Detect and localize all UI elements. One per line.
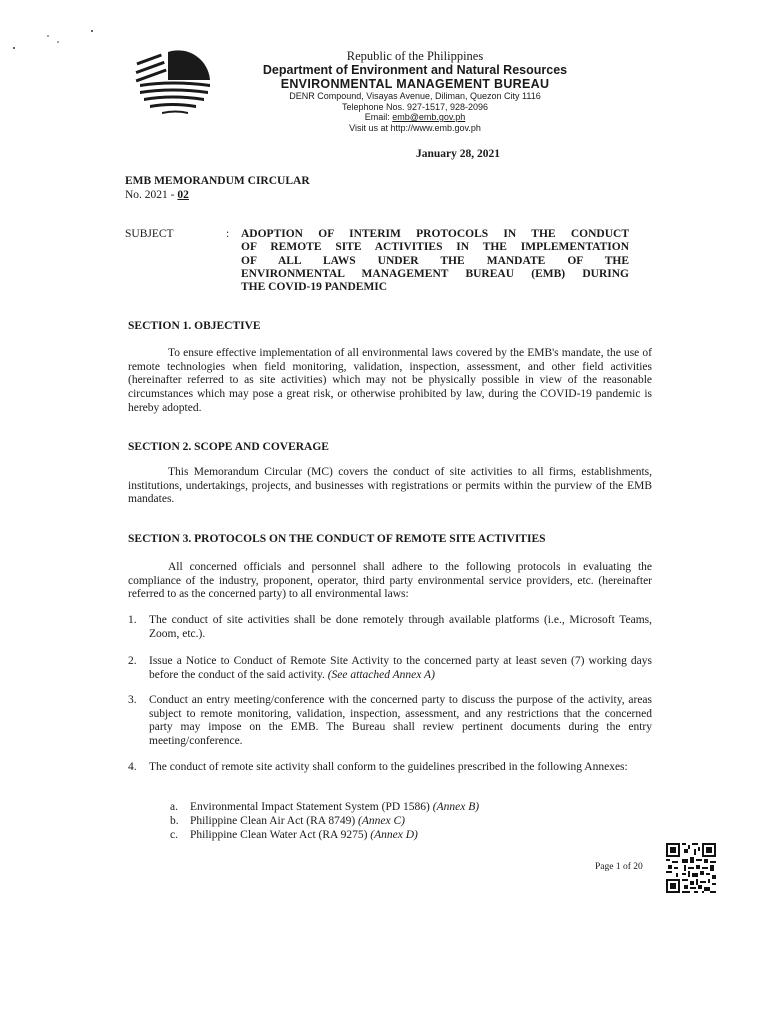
annex-text: Philippine Clean Water Act (RA 9275) <box>190 829 371 841</box>
annex-item <box>170 829 418 843</box>
subject-colon: : <box>226 228 230 240</box>
republic-line: Republic of the Philippines <box>346 49 484 63</box>
subject-line: OF ALL LAWS UNDER THE MANDATE OF THE <box>241 254 629 267</box>
section-2-body <box>128 466 652 507</box>
memo-number-line <box>125 188 310 202</box>
list-item-number: 1. <box>128 614 137 626</box>
page-number: Page 1 of 20 <box>595 862 643 872</box>
annex-text: Philippine Clean Air Act (RA 8749) <box>190 815 359 827</box>
list-item-number: 3. <box>128 694 137 706</box>
section-1-body <box>128 347 652 416</box>
department-line: Department of Environment and Natural Resources <box>262 63 568 77</box>
subject-line: ENVIRONMENTAL MANAGEMENT BUREAU (EMB) DURING <box>241 267 629 280</box>
section-3-text: All concerned officials and personnel shall adhere to the following protocols in evaluating the compliance of the industry, proponent, operator, third party environmental service providers, etc. (hereinafter referred to as the concerned party) to all environmental laws: <box>128 561 652 601</box>
section-3-heading: SECTION 3. PROTOCOLS ON THE CONDUCT OF REMOTE SITE ACTIVITIES <box>128 533 546 545</box>
qr-code-icon <box>666 843 716 893</box>
address-line: DENR Compound, Visayas Avenue, Diliman, Quezon City 1116 <box>289 91 541 101</box>
list-item-text: Conduct an entry meeting/conference with the concerned party to discuss the purpose of the activity, areas subject to remote monitoring, validation, inspection, assessment, and any restrictions that the concerned party may impose on the EMB. The Bureau shall review pertinent documents during the entry meeting/conference. <box>149 694 652 748</box>
annex-text: Environmental Impact Statement System (PD 1586) <box>190 801 433 813</box>
website-line[interactable]: Visit us at http://www.emb.gov.ph <box>349 122 481 133</box>
subject-text <box>241 228 629 294</box>
list-item-text: The conduct of site activities shall be done remotely through available platforms (i.e., Microsoft Teams, Zoom, etc.). <box>149 614 652 640</box>
list-item-number: 4. <box>128 761 137 773</box>
list-item-text: The conduct of remote site activity shall conform to the guidelines prescribed in the following Annexes: <box>149 761 628 773</box>
memo-date: January 28, 2021 <box>416 148 501 160</box>
subject-line: THE COVID-19 PANDEMIC <box>241 281 388 294</box>
email-line <box>240 112 590 123</box>
section-1-heading: SECTION 1. OBJECTIVE <box>128 320 261 332</box>
subject-label: SUBJECT <box>125 228 174 240</box>
scan-specks <box>0 0 120 60</box>
annex-letter: a. <box>170 801 178 813</box>
subject-line: OF REMOTE SITE ACTIVITIES IN THE IMPLEMENTATION <box>241 241 629 254</box>
section-1-text: To ensure effective implementation of all environmental laws covered by the EMB's mandate, the use of remote technologies when field monitoring, validation, inspection, assessment, and other field activities (hereinafter referred to as site activities) which may not be physically possible in view of the reasonable circumstances which may pose a great risk, or otherwise prohibited by law, during the COVID-19 pandemic is hereby adopted. <box>128 347 652 414</box>
annex-item <box>170 801 479 815</box>
memo-title-block <box>125 174 310 202</box>
subject-line: ADOPTION OF INTERIM PROTOCOLS IN THE CONDUCT <box>241 228 629 240</box>
memo-number-prefix: No. 2021 - <box>125 189 178 201</box>
list-item-text-block <box>149 655 652 682</box>
section-2-heading: SECTION 2. SCOPE AND COVERAGE <box>128 441 329 453</box>
annex-letter: c. <box>170 829 178 841</box>
annex-item <box>170 815 405 829</box>
telephone-line: Telephone Nos. 927-1517, 928-2096 <box>341 101 489 112</box>
list-item-note: (See attached Annex A) <box>327 668 435 681</box>
annex-note: (Annex D) <box>370 829 418 841</box>
section-2-text: This Memorandum Circular (MC) covers the conduct of site activities to all firms, establishments, institutions, undertakings, projects, and businesses with registrations or permits within the purview of the EMB mandates. <box>128 466 652 506</box>
letterhead <box>240 49 590 133</box>
bureau-line: ENVIRONMENTAL MANAGEMENT BUREAU <box>280 77 550 91</box>
email-label: Email: <box>364 112 393 122</box>
email-link[interactable]: emb@emb.gov.ph <box>392 112 466 122</box>
annex-note: (Annex B) <box>432 801 480 813</box>
annex-note: (Annex C) <box>358 815 405 827</box>
memo-number: 02 <box>177 189 189 201</box>
memo-title: EMB MEMORANDUM CIRCULAR <box>125 175 310 187</box>
list-item-number: 2. <box>128 655 137 667</box>
annex-letter: b. <box>170 815 179 827</box>
emb-logo-icon <box>132 46 214 118</box>
section-3-body <box>128 561 652 602</box>
list-item-text: Issue a Notice to Conduct of Remote Site Activity to the concerned party at least seven (7) working days before the conduct of the said activity. <box>149 655 652 681</box>
